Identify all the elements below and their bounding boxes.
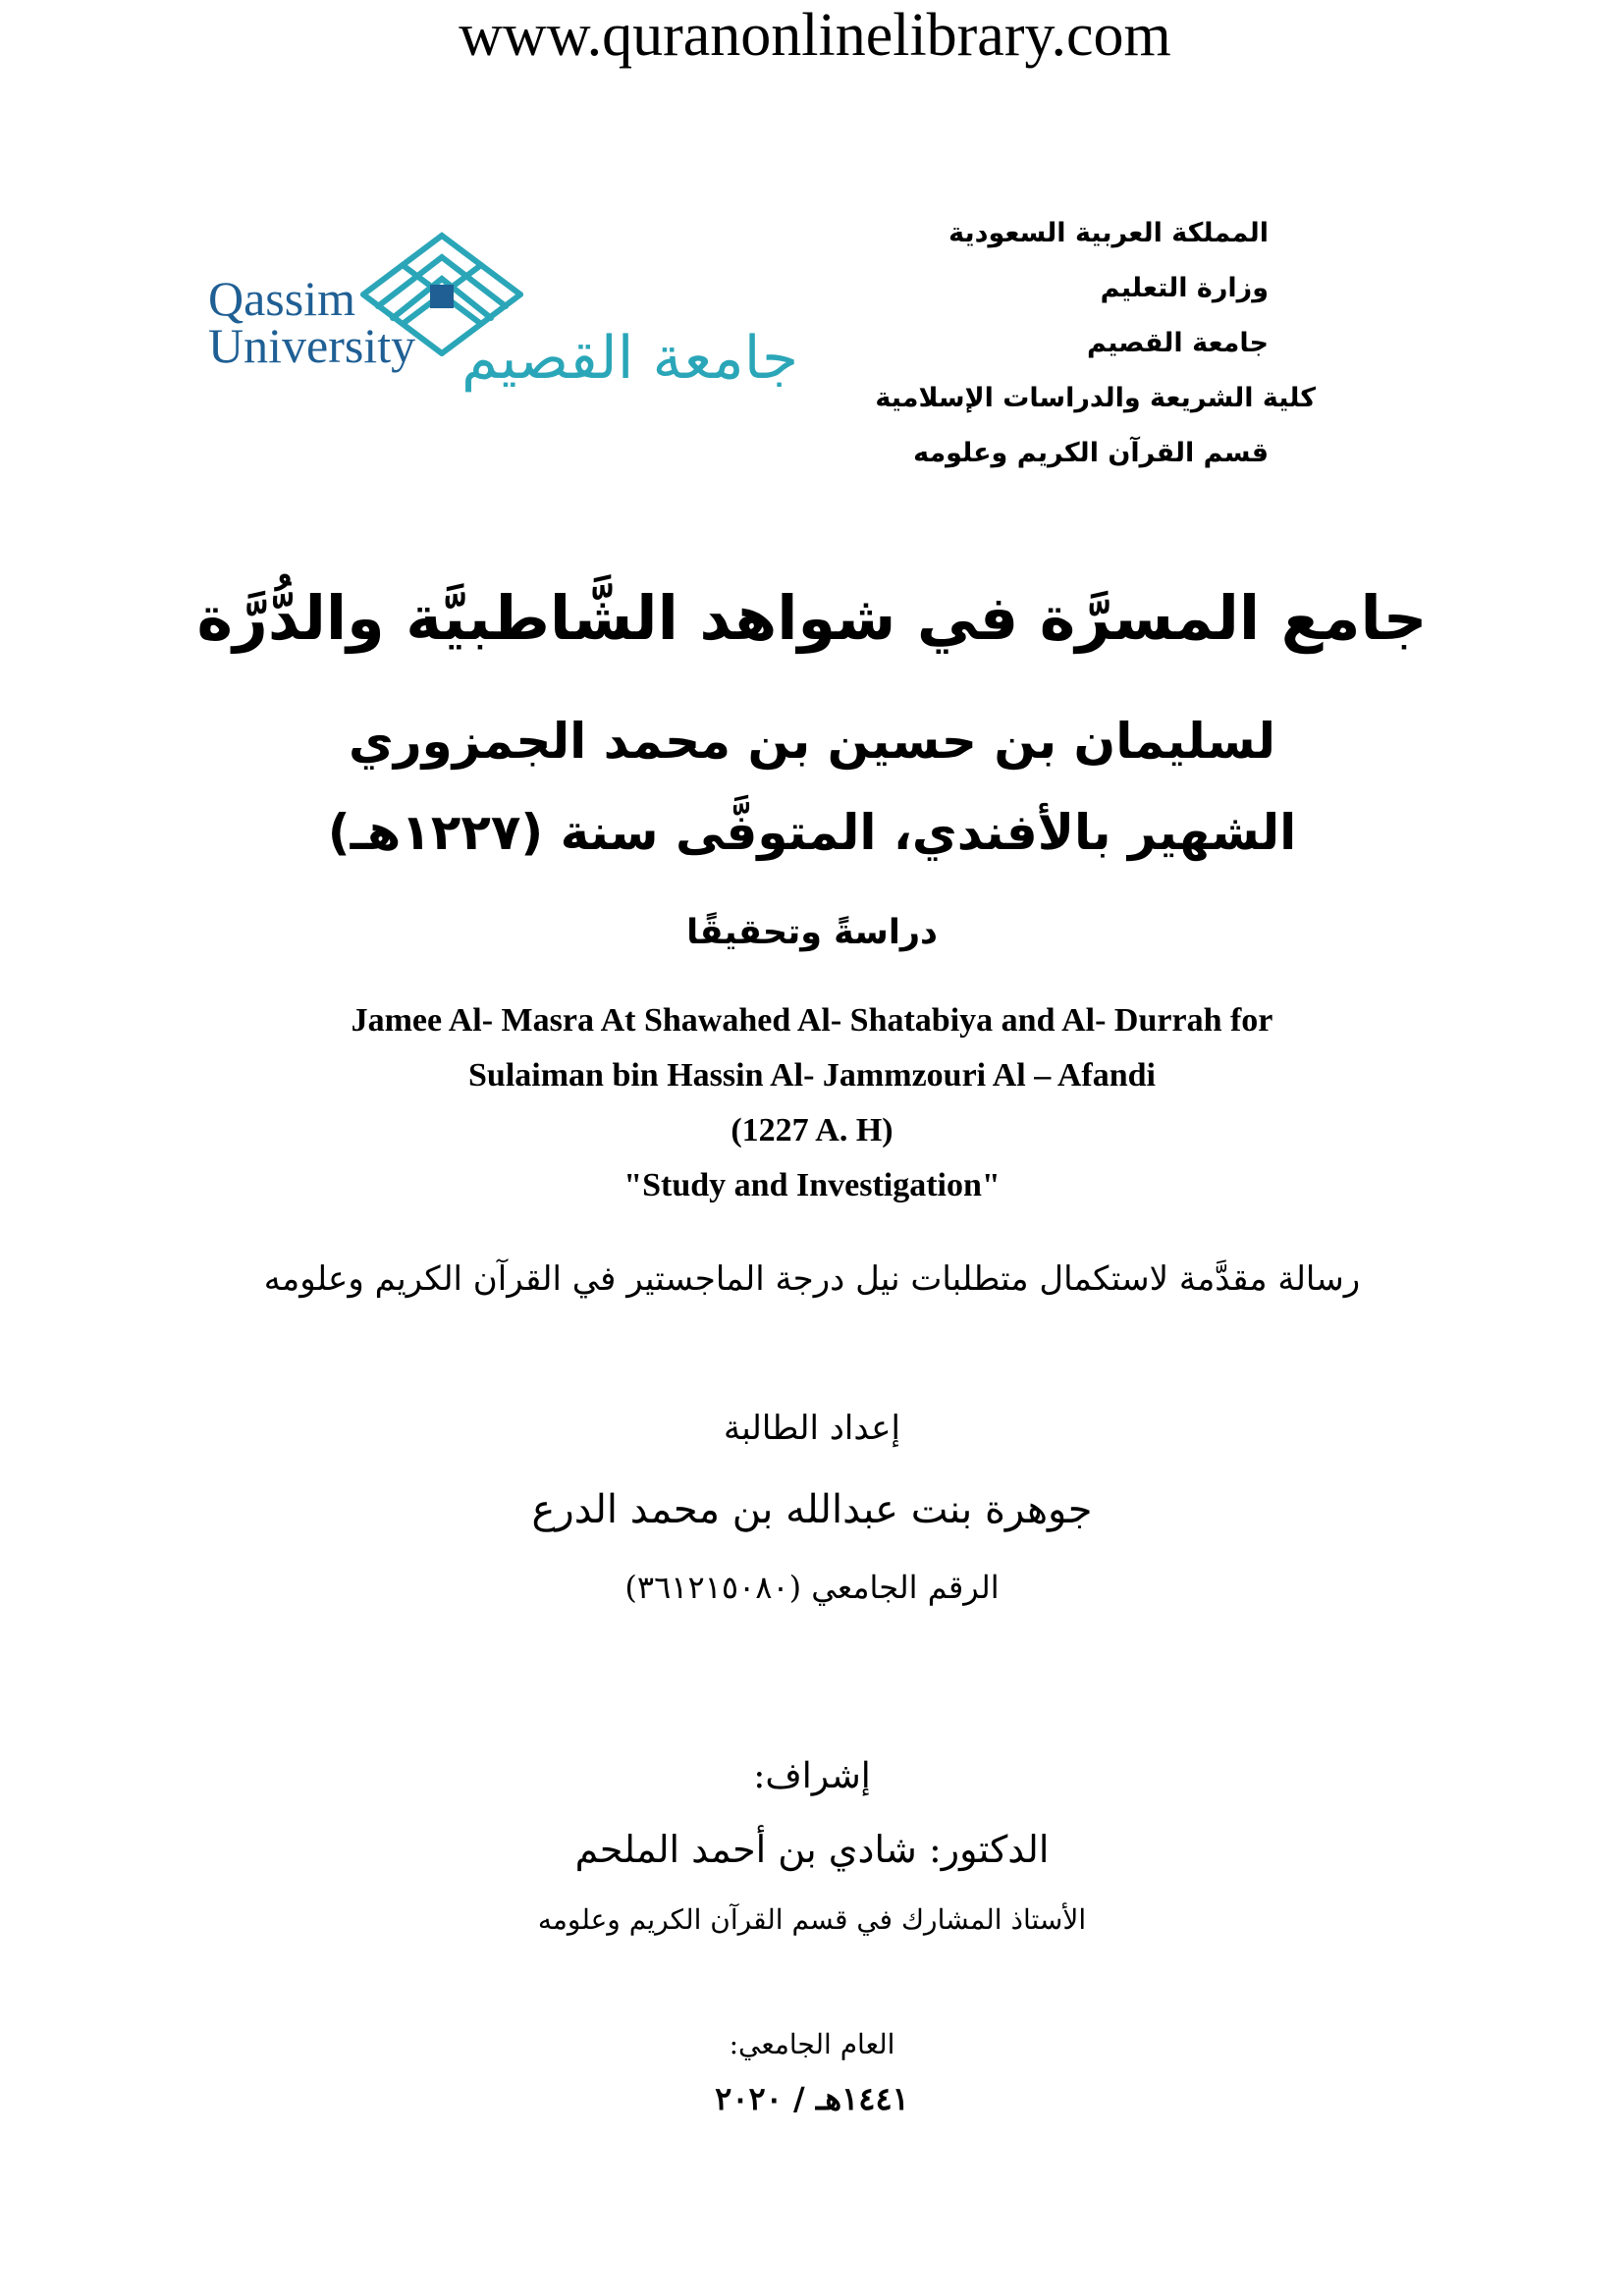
inst-college: كلية الشريعة والدراسات الإسلامية xyxy=(875,383,1316,413)
logo-text-en-line1: Qassim xyxy=(208,271,355,326)
english-title-line2: Sulaiman bin Hassin Al- Jammzouri Al – Afandi xyxy=(468,1057,1156,1094)
inst-ministry: وزارة التعليم xyxy=(1100,273,1269,303)
study-label-ar: دراسةً وتحقيقًا xyxy=(686,913,938,952)
website-url: www.quranonlinelibrary.com xyxy=(459,2,1171,69)
english-year: (1227 A. H) xyxy=(731,1112,893,1148)
english-title-line1: Jamee Al- Masra At Shawahed Al- Shatabiya and Al- Durrah for xyxy=(351,1002,1273,1039)
logo-text-en-line2: University xyxy=(208,318,416,373)
logo-text-en xyxy=(208,271,416,373)
thesis-statement: رسالة مقدَّمة لاستكمال متطلبات نيل درجة الماجستير في القرآن الكريم وعلومه xyxy=(263,1259,1361,1299)
prepared-by-label: إعداد الطالبة xyxy=(724,1409,900,1448)
inst-university: جامعة القصيم xyxy=(1087,328,1269,358)
english-study-label: "Study and Investigation" xyxy=(623,1167,1001,1203)
inst-country: المملكة العربية السعودية xyxy=(948,218,1269,248)
supervisor-name: الدكتور: شادي بن أحمد الملحم xyxy=(574,1828,1050,1871)
academic-year-label: العام الجامعي: xyxy=(729,2028,895,2060)
logo-text-ar: جامعة القصيم xyxy=(461,324,799,393)
supervisor-title: الأستاذ المشارك في قسم القرآن الكريم وعلومه xyxy=(537,1903,1087,1936)
supervision-label: إشراف: xyxy=(753,1756,871,1796)
author-description: الشهير بالأفندي، المتوفَّى سنة (١٢٢٧هـ) xyxy=(327,804,1297,861)
student-id: الرقم الجامعي (٣٦١٢١٥٠٨٠) xyxy=(624,1569,1000,1606)
academic-year-value: ١٤٤١هـ / ٢٠٢٠ xyxy=(715,2080,909,2117)
author-name: لسليمان بن حسين بن محمد الجمزوري xyxy=(349,713,1275,770)
university-logo xyxy=(196,226,799,422)
institution-header xyxy=(844,206,1316,481)
student-name: جوهرة بنت عبدالله بن محمد الدرع xyxy=(531,1487,1093,1532)
main-title: جامع المسرَّة في شواهد الشَّاطبيَّة والدُّرَّة xyxy=(196,582,1428,654)
inst-department: قسم القرآن الكريم وعلومه xyxy=(913,438,1269,468)
